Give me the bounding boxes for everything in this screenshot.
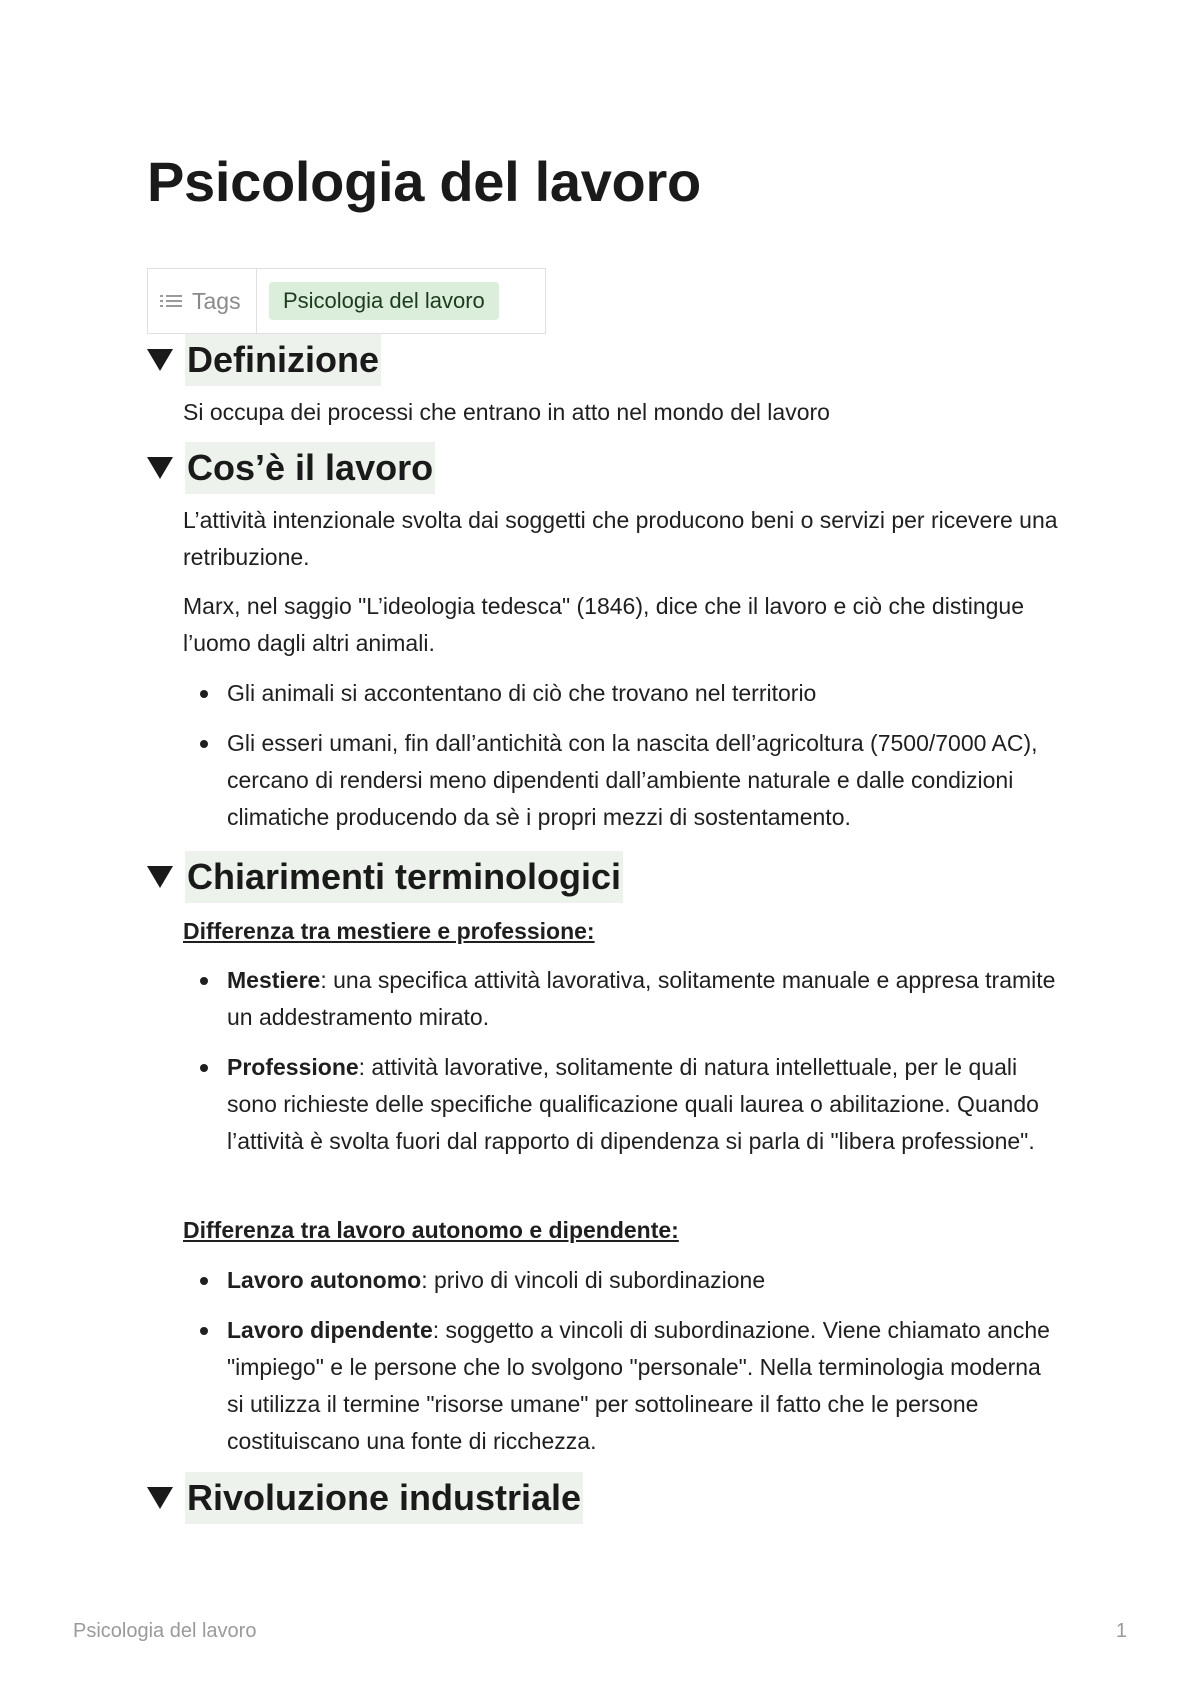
list-item: Gli esseri umani, fin dall’antichità con la nascita dell’agricoltura (7500/7000 AC), cercano di rendersi meno dipendenti dall’ambiente naturale e dalle condizioni climatiche producendo da sè i propri mezzi di sostentamento. [183,725,1063,836]
list-item [183,1262,1063,1299]
list-item [183,1049,1063,1160]
section-heading: Cos’è il lavoro [185,442,435,494]
paragraph: Si occupa dei processi che entrano in atto nel mondo del lavoro [183,399,830,425]
section-heading: Definizione [185,334,381,386]
term: Lavoro autonomo [227,1267,422,1293]
bullet-list [183,962,1063,1173]
property-label: Tags [192,287,241,314]
page-title: Psicologia del lavoro [147,150,701,213]
toggle-triangle-icon[interactable] [147,349,173,371]
paragraph: Marx, nel saggio "L’ideologia tedesca" (1846), dice che il lavoro e ciò che distingue l’uomo dagli altri animali. [183,593,1024,656]
list-item: Gli animali si accontentano di ciò che trovano nel territorio [183,675,1063,712]
footer-doc-name: Psicologia del lavoro [73,1620,257,1642]
term: Mestiere [227,967,321,993]
term: Lavoro dipendente [227,1317,433,1343]
bullet-list [183,675,1063,849]
definition: : una specifica attività lavorativa, solitamente manuale e appresa tramite un addestramento mirato. [227,967,1056,1030]
footer-page-number: 1 [1115,1620,1127,1642]
definition: : attività lavorative, solitamente di natura intellettuale, per le quali sono richieste delle specifiche qualificazione quali laurea o abilitazione. Quando l’attività è svolta fuori dal rapporto di dipendenza si parla di "libera professione". [227,1054,1039,1154]
list-icon [160,293,182,309]
toggle-heading-rivoluzione[interactable] [147,1472,583,1524]
paragraph: L’attività intenzionale svolta dai soggetti che producono beni o servizi per ricevere una retribuzione. [183,507,1058,570]
subheading: Differenza tra mestiere e professione: [183,918,595,944]
property-value-tags[interactable] [257,269,545,333]
tag-pill[interactable]: Psicologia del lavoro [269,282,499,320]
term: Professione [227,1054,359,1080]
list-item [183,962,1063,1036]
subheading: Differenza tra lavoro autonomo e dipendente: [183,1217,679,1243]
toggle-triangle-icon[interactable] [147,1487,173,1509]
section-heading: Chiarimenti terminologici [185,851,623,903]
properties-table [147,268,546,334]
definition: : privo di vincoli di subordinazione [421,1267,766,1293]
toggle-heading-lavoro[interactable] [147,442,435,494]
toggle-triangle-icon[interactable] [147,457,173,479]
section-heading: Rivoluzione industriale [185,1472,583,1524]
toggle-heading-definizione[interactable] [147,334,381,386]
property-name-tags[interactable] [148,269,257,333]
list-item [183,1312,1063,1460]
toggle-heading-chiarimenti[interactable] [147,851,623,903]
toggle-triangle-icon[interactable] [147,866,173,888]
definition: : soggetto a vincoli di subordinazione. Viene chiamato anche "impiego" e le persone che lo svolgono "personale". Nella terminologia moderna si utilizza il termine "risorse umane" per sottolineare il fatto che le persone costituiscano una fonte di ricchezza. [227,1317,1050,1454]
bullet-list [183,1262,1063,1473]
